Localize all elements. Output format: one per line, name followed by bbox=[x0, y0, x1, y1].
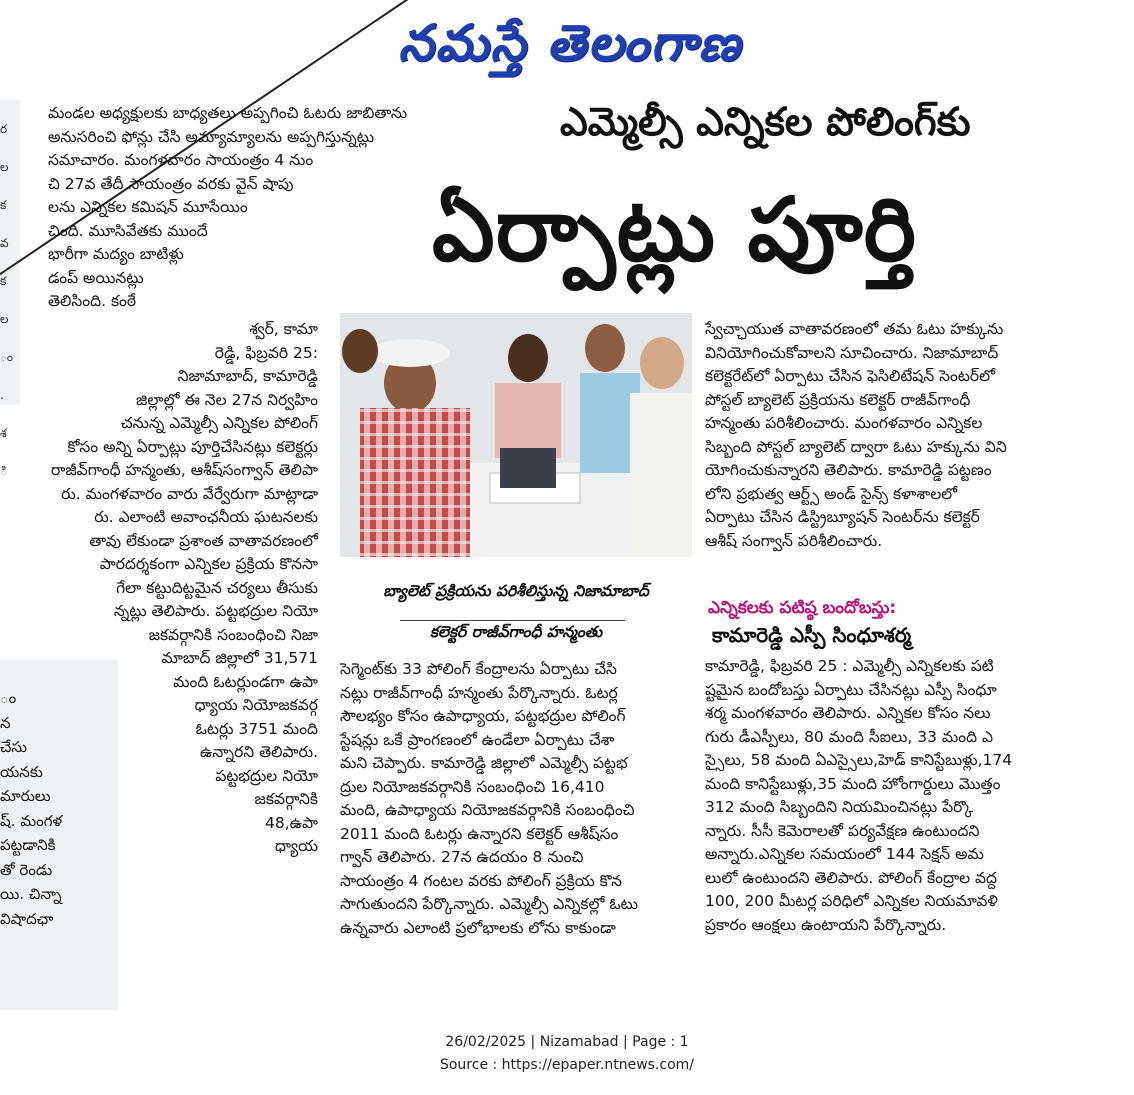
article-column-4 bbox=[340, 658, 692, 940]
photo-caption bbox=[340, 562, 692, 661]
edge-glyph: ర bbox=[0, 122, 8, 136]
edge-glyph: క bbox=[0, 198, 7, 212]
article-line: 48,ఉపా bbox=[265, 813, 318, 832]
edge-glyph: వ bbox=[0, 236, 9, 250]
article-line: మంది ఓటర్లుండగా ఉపా bbox=[173, 672, 318, 691]
article-line: లోని ప్రభుత్వ ఆర్ట్స్ అండ్ సైన్స్ కళాశాలలో bbox=[705, 484, 958, 503]
article-line: విషాదఛా bbox=[0, 909, 54, 928]
article-line: సాయంత్రం 4 గంటల వరకు పోలింగ్ ప్రక్రియ కొన bbox=[340, 871, 623, 890]
article-line: స్టేషన్లు ఒకే ప్రాంగణంలో ఉండేలా ఏర్పాటు చేశా bbox=[340, 730, 615, 749]
article-line: ష్టమైన బందోబస్తు ఏర్పాటు చేసినట్లు ఎస్పీ సింధూ bbox=[705, 680, 997, 699]
footer-source: Source : https://epaper.ntnews.com/ bbox=[439, 1057, 695, 1073]
article-line: పట్టభద్రుల నియో bbox=[215, 766, 318, 785]
article-line: ధ్యాయ నియోజకవర్గ bbox=[194, 696, 318, 714]
article-line: గ్వాన్ తెలిపారు. 27న ఉదయం 8 నుంచి bbox=[340, 848, 584, 866]
article-line: లను ఎన్నికల కమిషన్ మూసేయిం bbox=[48, 198, 248, 216]
news-photo bbox=[340, 313, 692, 557]
edge-glyph: ం bbox=[0, 350, 14, 364]
article-line: న bbox=[0, 713, 11, 732]
caption-line: కలెక్టర్ రాజీవ్‌గాంధీ హన్మంతు bbox=[429, 623, 603, 641]
article-line: ఓటర్లు 3751 మంది bbox=[195, 719, 318, 738]
article-line: నిజామాబాద్, కామారెడ్డి bbox=[177, 367, 318, 385]
article-line: మాబాద్ జిల్లాలో 31,571 bbox=[161, 649, 318, 667]
article-line: పోస్టల్ బ్యాలెట్ ప్రక్రియను కలెక్టర్ రాజీవ్‌గాంధీ bbox=[705, 390, 971, 409]
article-line: జకవర్గానికి సంబంధించి నిజా bbox=[148, 625, 318, 644]
edge-glyph: . bbox=[0, 388, 4, 402]
article-line: శర్మ మంగళవారం తెలిపారు. ఎన్నికల కోసం నలు bbox=[705, 704, 991, 722]
article-line: ద్రుల నియోజకవర్గానికి సంబంధించి 16,410 bbox=[340, 777, 605, 796]
article-line: సెగ్మెంట్‌కు 33 పోలింగ్ కేంద్రాలను ఏర్పాటు చేసి bbox=[340, 660, 617, 678]
article-line: 312 మంది సిబ్బందిని నియమించినట్లు పేర్కొ bbox=[705, 798, 974, 816]
article-line: సిబ్బంది పోస్టల్ బ్యాలెట్ ద్వారా ఓటు హక్కును విని bbox=[705, 437, 1007, 456]
article-line: ం bbox=[0, 689, 17, 707]
masthead-logo: నమస్తే తెలంగాణ bbox=[398, 14, 742, 72]
footer-date-page: 26/02/2025 | Nizamabad | Page : 1 bbox=[445, 1034, 689, 1050]
left-edge-text bbox=[0, 104, 14, 496]
article-line: 100, 200 మీటర్ల పరిధిలో ఎన్నికల నియమావళి bbox=[705, 892, 998, 910]
subheading-sp-name: కామారెడ్డి ఎస్పీ సింధూశర్మ bbox=[712, 623, 912, 647]
article-line: పారదర్శకంగా ఎన్నికల ప్రక్రియ కొనసా bbox=[99, 555, 318, 573]
article-line: మని చెప్పారు. కామారెడ్డి జిల్లాలో ఎమ్మెల్సీ పట్టభ bbox=[340, 754, 628, 772]
article-line: ఉన్నారని తెలిపారు. bbox=[199, 743, 318, 761]
caption-line: బ్యాలెట్ ప్రక్రియను పరిశీలిస్తున్న నిజామాబాద్ bbox=[383, 581, 649, 600]
article-line: యనకు bbox=[0, 762, 43, 781]
article-line: ష్. మంగళ bbox=[0, 811, 63, 830]
article-line: స్వేచ్ఛాయుత వాతావరణంలో తమ ఓటు హక్కును bbox=[705, 320, 1004, 338]
article-column-3-cropped bbox=[0, 686, 112, 931]
article-line: రెడ్డి, ఫిబ్రవరి 25: bbox=[214, 343, 318, 362]
article-column-1 bbox=[48, 102, 446, 314]
article-line: లులో ఉంటుందని తెలిపారు. పోలింగ్ కేంద్రాల వద్ద bbox=[705, 868, 997, 887]
article-line: చి 27వ తేదీ సాయంత్రం వరకు వైన్ షాపు bbox=[48, 174, 294, 193]
article-line: శ్వర్, కామా bbox=[249, 320, 318, 338]
article-line: సాగుతుందని పేర్కొన్నారు. ఎమ్మెల్సీ ఎన్నికల్లో ఓటు bbox=[340, 895, 639, 913]
edge-glyph: ల bbox=[0, 312, 9, 326]
article-line: స్సైలు, 58 మంది ఏఎస్సైలు,హెడ్ కానిస్టేబుళ్లు,174 bbox=[705, 751, 1013, 769]
article-column-5 bbox=[705, 318, 1063, 553]
headline-main: ఏర్పాట్లు పూర్తి bbox=[432, 178, 917, 281]
article-line: జకవర్గానికి bbox=[254, 790, 318, 808]
article-line: మంది కానిస్టేబుళ్లు,35 మంది హోంగార్డులు మొత్తం bbox=[705, 774, 1001, 793]
article-line: జిల్లాల్లో ఈ నెల 27న నిర్వహిం bbox=[136, 390, 318, 409]
article-column-6 bbox=[705, 655, 1063, 937]
article-line: నట్లు రాజీవ్‌గాంధీ హన్మంతు పేర్కొన్నారు. ఓటర్ల bbox=[340, 683, 618, 702]
article-line: ఆశీష్ సంగ్వాన్ పరిశీలించారు. bbox=[705, 531, 883, 550]
article-line: రు. ఎలాంటి అవాంఛనీయ ఘటనలకు bbox=[94, 508, 318, 526]
article-line: కలెక్టరేట్‌లో ఏర్పాటు చేసిన ఫెసిలిటేషన్ సెంటర్‌లో bbox=[705, 367, 996, 385]
article-line: మండల అధ్యక్షులకు బాధ్యతలు అప్పగించి ఓటరు జాబితాను bbox=[48, 104, 408, 122]
article-line: ఏర్పాటు చేసిన డిస్ట్రిబ్యూషన్ సెంటర్‌ను కలెక్టర్ bbox=[705, 508, 980, 526]
subheading-security: ఎన్నికలకు పటిష్ఠ బందోబస్తు: bbox=[708, 598, 897, 618]
article-line: చనున్న ఎమ్మెల్సీ ఎన్నికల పోలింగ్ bbox=[120, 414, 318, 432]
article-line: పట్టడానికి bbox=[0, 836, 56, 854]
article-line: ప్రకారం ఆంక్షలు ఉంటాయని పేర్కొన్నారు. bbox=[705, 915, 947, 934]
article-line: తావు లేకుండా ప్రశాంత వాతావరణంలో bbox=[89, 531, 318, 550]
article-line: తెలిసింది. కంఠే bbox=[48, 292, 137, 310]
article-line: చేసు bbox=[0, 738, 28, 756]
edge-glyph: ి bbox=[0, 464, 7, 478]
article-line: రు. మంగళవారం వారు వేర్వేరుగా మాట్లాడా bbox=[61, 484, 318, 503]
article-line: ధ్యాయ bbox=[274, 837, 318, 855]
article-line: 2011 మంది ఓటర్లు ఉన్నారని కలెక్టర్ ఆశీష్‌సం bbox=[340, 824, 619, 843]
article-line: భారీగా మద్యం బాటిళ్లు bbox=[48, 245, 184, 263]
article-line: కామారెడ్డి, ఫిబ్రవరి 25 : ఎమ్మెల్సీ ఎన్నికలకు పటి bbox=[705, 657, 994, 675]
article-line: మంది, ఉపాధ్యాయ నియోజకవర్గానికి సంబంధించి bbox=[340, 801, 635, 819]
article-line: సమాచారం. మంగళవారం సాయంత్రం 4 నుం bbox=[48, 151, 314, 169]
article-line: ఉన్నవారు ఎలాంటి ప్రలోభాలకు లోను కాకుండా bbox=[340, 918, 616, 937]
article-line: గురు డీఎస్పీలు, 80 మంది సీఐలు, 33 మంది ఎ bbox=[705, 727, 994, 746]
article-line: కోసం అన్ని ఏర్పాట్లు పూర్తిచేసినట్లు కలెక్టర్లు bbox=[67, 437, 318, 456]
article-line: వినియోగించుకోవాలని సూచించారు. నిజామాబాద్ bbox=[705, 343, 999, 362]
article-line: తో రెండు bbox=[0, 860, 53, 879]
article-line: అన్నారు.ఎన్నికల సమయంలో 144 సెక్షన్ అమ bbox=[705, 845, 984, 863]
article-line: డంప్ అయినట్లు bbox=[48, 268, 144, 287]
edge-glyph: ల bbox=[0, 160, 9, 174]
article-line: న్నట్లు తెలిపారు. పట్టభద్రుల నియో bbox=[113, 602, 318, 620]
edge-glyph: శ bbox=[0, 426, 7, 440]
article-line: అనుసరించి ఫోన్లు చేసి అమ్యామ్యాలను అప్పగిస్తున్నట్లు bbox=[48, 127, 375, 146]
article-line: రాజీవ్‌గాంధీ హన్మంతు, ఆశీష్‌సంగ్వాన్ తెలిపా bbox=[50, 461, 318, 479]
article-line: సౌలభ్యం కోసం ఉపాధ్యాయ, పట్టభద్రుల పోలింగ్ bbox=[340, 707, 626, 725]
article-line: హన్మంతు పరిశీలించారు. మంగళవారం ఎన్నికల bbox=[705, 414, 983, 432]
photo-illustration bbox=[340, 313, 692, 557]
article-line: న్నారు. సీసీ కెమెరాలతో పర్యవేక్షణ ఉంటుందని bbox=[705, 821, 980, 840]
article-line: మారులు bbox=[0, 787, 51, 805]
article-line: యోగించుకున్నారని తెలిపారు. కామారెడ్డి పట్టణం bbox=[705, 461, 992, 479]
article-line: యి. చిన్నా bbox=[0, 885, 62, 903]
headline-kicker: ఎమ్మెల్సీ ఎన్నికల పోలింగ్‌కు bbox=[560, 100, 971, 145]
edge-glyph: క bbox=[0, 274, 7, 288]
article-line: చింది. మూసివేతకు ముందే bbox=[48, 221, 208, 240]
article-line: గేలా కట్టుదిట్టమైన చర్యలు తీసుకు bbox=[116, 578, 318, 597]
caption-underline bbox=[400, 620, 625, 621]
